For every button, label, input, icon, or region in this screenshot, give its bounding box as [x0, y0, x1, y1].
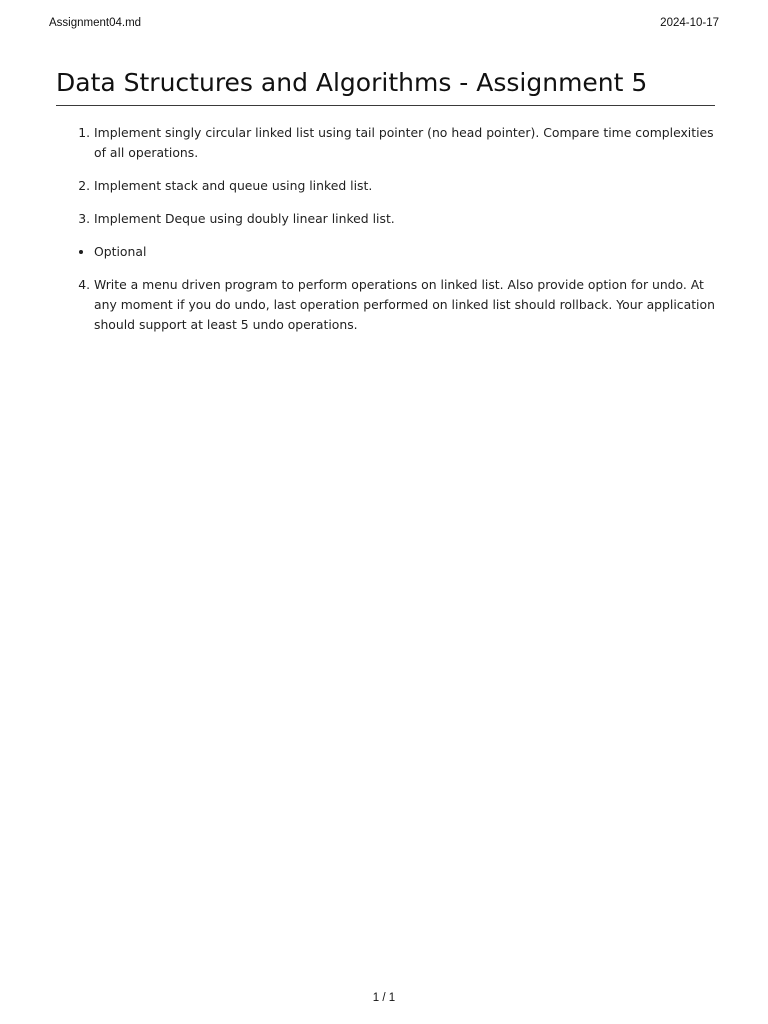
- bullet-item-optional: • Optional: [94, 242, 715, 262]
- header-date: 2024-10-17: [660, 17, 719, 29]
- list-item: 2. Implement stack and queue using linked list.: [94, 176, 715, 196]
- optional-bullet-list: [56, 242, 715, 262]
- list-item: 1. Implement singly circular linked list using tail pointer (no head pointer). Compare time complexities of all operations.: [94, 123, 715, 163]
- assignment-list: [56, 123, 715, 229]
- document-body: [56, 66, 715, 348]
- optional-assignment-list: [56, 275, 715, 335]
- page-title: Data Structures and Algorithms - Assignment 5: [56, 66, 715, 106]
- list-item: 4. Write a menu driven program to perform operations on linked list. Also provide option for undo. At any moment if you do undo, last operation performed on linked list should rollback. Your application should support at least 5 undo operations.: [94, 275, 715, 335]
- page-number: 1 / 1: [372, 992, 396, 1004]
- header-filename: Assignment04.md: [49, 17, 142, 29]
- list-item: 3. Implement Deque using doubly linear linked list.: [94, 209, 715, 229]
